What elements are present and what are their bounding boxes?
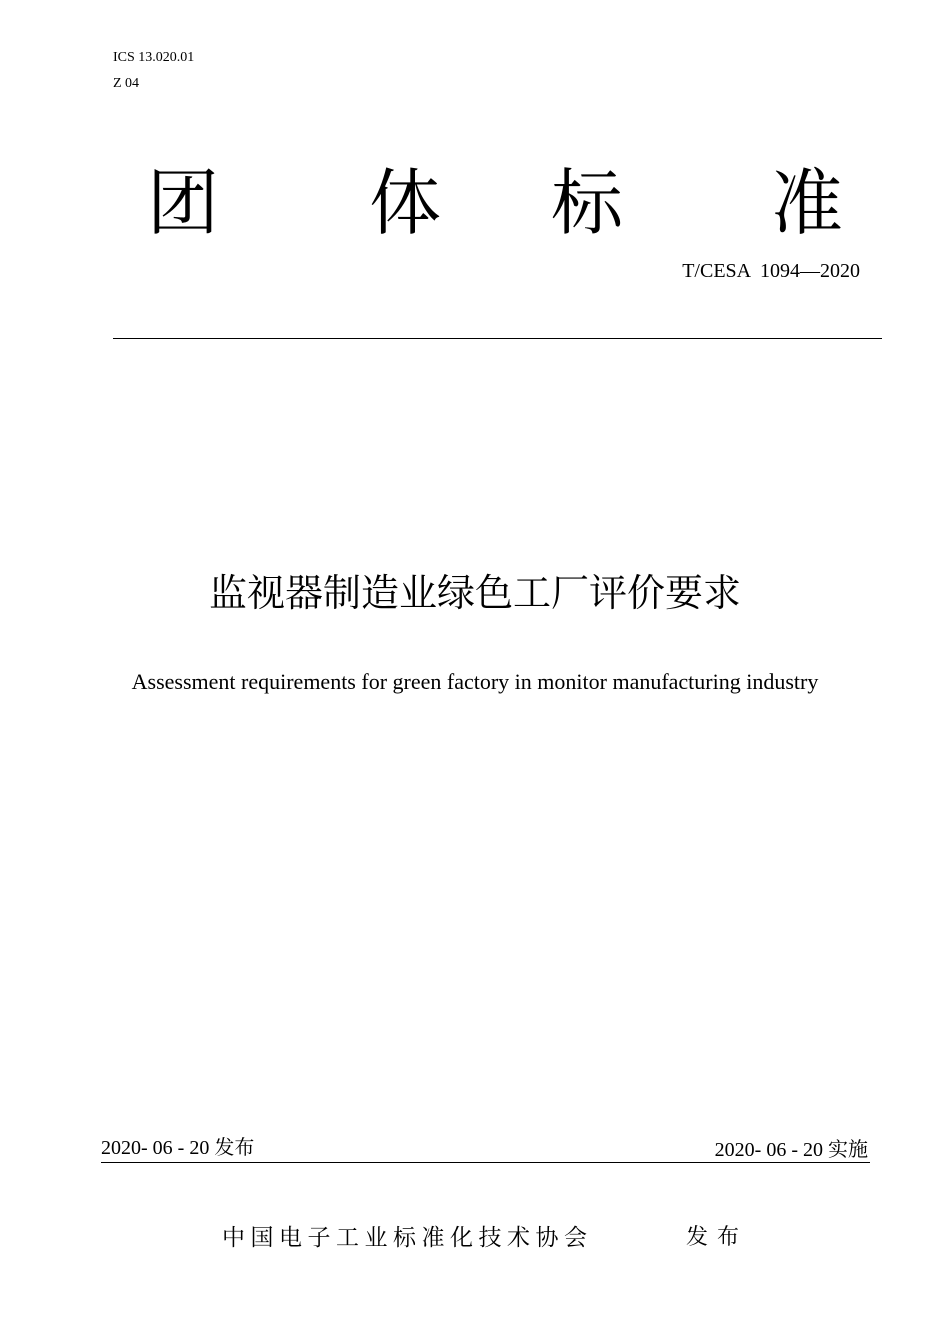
publisher-name: 中国电子工业标准化技术协会: [222, 1225, 593, 1251]
standard-type-heading: [147, 160, 847, 250]
publish-date-value: 2020- 06 - 20: [101, 1137, 210, 1159]
standard-number: T/CESA 1094—2020: [682, 260, 860, 282]
standard-type-char: 标: [551, 161, 624, 245]
publish-date: [101, 1134, 254, 1161]
publish-date-label: 发布: [214, 1135, 255, 1159]
footer-divider: [101, 1162, 870, 1163]
standard-type-char: 体: [369, 161, 442, 245]
ics-code: ICS 13.020.01: [113, 50, 195, 65]
standard-type-char: 准: [771, 161, 844, 245]
standard-type-char: 团: [147, 161, 220, 245]
document-title-english: Assessment requirements for green factory in monitor manufacturing industry: [131, 669, 819, 694]
document-title-chinese: 监视器制造业绿色工厂评价要求: [208, 571, 741, 615]
implementation-date-label: 实施: [828, 1137, 868, 1161]
implementation-date: [715, 1136, 868, 1163]
classification-code: Z 04: [113, 76, 140, 91]
publish-verb: 发布: [686, 1225, 749, 1250]
implementation-date-value: 2020- 06 - 20: [714, 1139, 823, 1161]
header-divider: [113, 338, 882, 339]
